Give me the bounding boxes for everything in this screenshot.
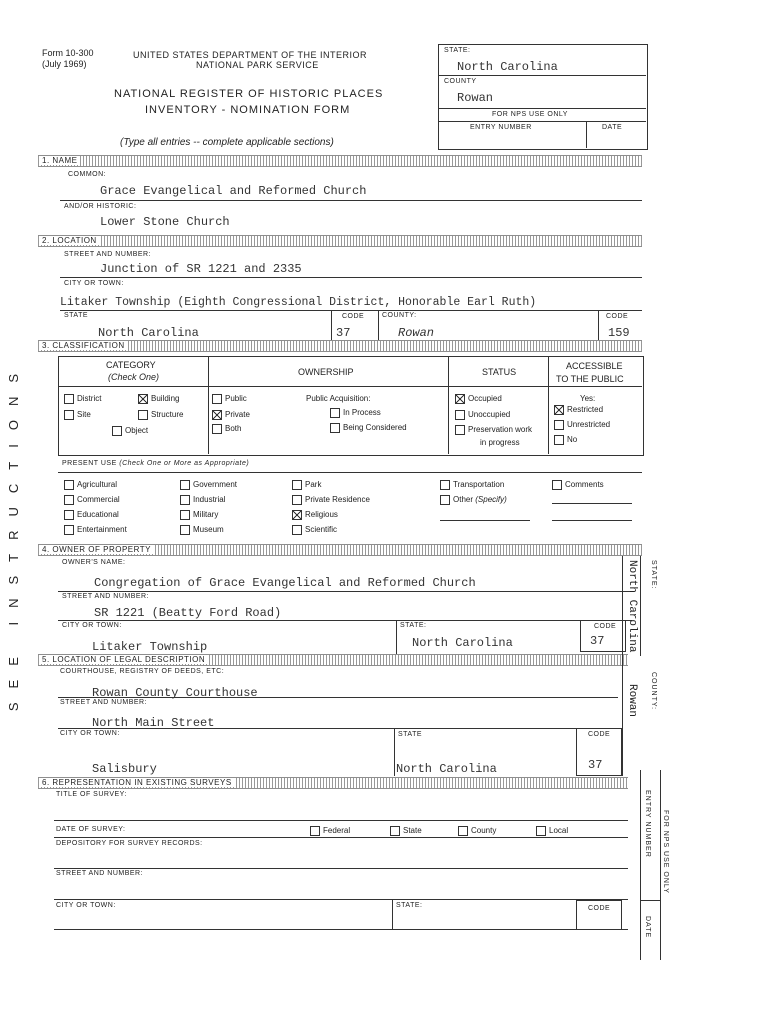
county-label-2: COUNTY:: [382, 312, 417, 319]
survey-code-label: CODE: [588, 905, 611, 912]
use-comments[interactable]: Comments: [552, 480, 604, 490]
checkbox[interactable]: [554, 435, 564, 445]
agency-line-2: NATIONAL PARK SERVICE: [196, 60, 319, 70]
use-entertainment[interactable]: Entertainment: [64, 525, 127, 535]
legal-state-value: North Carolina: [396, 762, 497, 776]
checkbox[interactable]: [455, 410, 465, 420]
form-number: Form 10-300: [42, 48, 94, 58]
checkbox[interactable]: [292, 495, 302, 505]
state-code-value: 37: [336, 326, 351, 340]
checkbox[interactable]: [112, 426, 122, 436]
checkbox[interactable]: [180, 480, 190, 490]
instructions: (Type all entries -- complete applicable sections): [120, 137, 334, 148]
public-acquisition-label: Public Acquisition:: [306, 394, 371, 403]
owner-name-value: Congregation of Grace Evangelical and Reformed Church: [94, 576, 476, 590]
owner-code-label: CODE: [594, 623, 617, 630]
section-1-title: 1. NAME: [42, 156, 78, 165]
checkbox[interactable]: [64, 480, 74, 490]
see-instructions-side-text: SEE INSTRUCTIONS: [6, 360, 21, 712]
county-value-2: Rowan: [398, 326, 435, 340]
use-industrial[interactable]: Industrial: [180, 495, 225, 505]
category-sub: (Check One): [108, 372, 160, 382]
use-other[interactable]: Other (Specify): [440, 495, 507, 505]
category-structure[interactable]: Structure: [138, 410, 183, 420]
legal-city-label: CITY OR TOWN:: [60, 730, 120, 737]
survey-county[interactable]: County: [458, 826, 496, 836]
checkbox[interactable]: [455, 425, 465, 435]
checkbox[interactable]: [536, 826, 546, 836]
checkbox[interactable]: [64, 510, 74, 520]
checkbox-checked[interactable]: [455, 394, 465, 404]
use-museum[interactable]: Museum: [180, 525, 224, 535]
section-3-title: 3. CLASSIFICATION: [42, 341, 125, 350]
street-label: STREET AND NUMBER:: [64, 251, 152, 258]
section-6-title: 6. REPRESENTATION IN EXISTING SURVEYS: [42, 778, 232, 787]
checkbox[interactable]: [138, 410, 148, 420]
use-government[interactable]: Government: [180, 480, 237, 490]
checkbox[interactable]: [552, 480, 562, 490]
county-code-value: 159: [608, 326, 630, 340]
checkbox-checked[interactable]: [138, 394, 148, 404]
margin-entry-number-label: ENTRY NUMBER: [644, 790, 651, 858]
state-value-2: North Carolina: [98, 326, 199, 340]
county-value: Rowan: [457, 91, 494, 105]
use-scientific[interactable]: Scientific: [292, 525, 337, 535]
historic-label: AND/OR HISTORIC:: [64, 203, 137, 210]
status-preservation[interactable]: Preservation work: [455, 425, 532, 435]
use-military[interactable]: Military: [180, 510, 218, 520]
city-value: Litaker Township (Eighth Congressional District, Honorable Earl Ruth): [60, 296, 537, 309]
ownership-public[interactable]: Public: [212, 394, 247, 404]
checkbox[interactable]: [180, 495, 190, 505]
depository-label: DEPOSITORY FOR SURVEY RECORDS:: [56, 840, 203, 847]
accessible-header-1: ACCESSIBLE: [566, 361, 623, 371]
form-title-line-1: NATIONAL REGISTER OF HISTORIC PLACES: [114, 88, 384, 100]
survey-date-label: DATE OF SURVEY:: [56, 826, 126, 833]
access-no[interactable]: No: [554, 435, 577, 445]
acquisition-in-process[interactable]: In Process: [330, 408, 381, 418]
accessible-header-2: TO THE PUBLIC: [556, 374, 624, 384]
access-yes-label: Yes:: [580, 394, 596, 403]
owner-name-label: OWNER'S NAME:: [62, 559, 126, 566]
checkbox[interactable]: [310, 826, 320, 836]
owner-city-label: CITY OR TOWN:: [62, 622, 122, 629]
margin-state-value: North Carolina: [626, 560, 638, 653]
historic-name-value: Lower Stone Church: [100, 215, 230, 229]
use-commercial[interactable]: Commercial: [64, 495, 120, 505]
state-value: North Carolina: [457, 60, 558, 74]
state-label: STATE:: [444, 47, 471, 54]
checkbox[interactable]: [64, 495, 74, 505]
checkbox[interactable]: [64, 410, 74, 420]
owner-state-value: North Carolina: [412, 636, 513, 650]
checkbox-checked[interactable]: [212, 410, 222, 420]
section-1-band: [38, 155, 642, 167]
ownership-header: OWNERSHIP: [298, 367, 354, 377]
county-label: COUNTY: [444, 78, 477, 85]
section-4-title: 4. OWNER OF PROPERTY: [42, 545, 151, 554]
ownership-both[interactable]: Both: [212, 424, 241, 434]
survey-state[interactable]: State: [390, 826, 422, 836]
state-code-label: CODE: [342, 313, 365, 320]
owner-code-value: 37: [590, 634, 605, 648]
checkbox[interactable]: [292, 525, 302, 535]
status-header: STATUS: [482, 367, 517, 377]
access-restricted[interactable]: Restricted: [554, 405, 603, 415]
owner-state-label: STATE:: [400, 622, 427, 629]
use-transportation[interactable]: Transportation: [440, 480, 504, 490]
checkbox[interactable]: [440, 495, 450, 505]
checkbox-checked[interactable]: [292, 510, 302, 520]
category-object[interactable]: Object: [112, 426, 148, 436]
checkbox[interactable]: [440, 480, 450, 490]
agency-line-1: UNITED STATES DEPARTMENT OF THE INTERIOR: [133, 50, 368, 60]
access-unrestricted[interactable]: Unrestricted: [554, 420, 610, 430]
margin-county-label: COUNTY:: [650, 672, 657, 711]
courthouse-label: COURTHOUSE, REGISTRY OF DEEDS, ETC:: [60, 668, 225, 675]
section-5-title: 5. LOCATION OF LEGAL DESCRIPTION: [42, 655, 206, 664]
courthouse-value: Rowan County Courthouse: [92, 686, 258, 700]
checkbox[interactable]: [64, 525, 74, 535]
owner-city-value: Litaker Township: [92, 640, 208, 654]
survey-state-label: STATE:: [396, 902, 423, 909]
checkbox[interactable]: [64, 394, 74, 404]
use-educational[interactable]: Educational: [64, 510, 119, 520]
city-label: CITY OR TOWN:: [64, 280, 124, 287]
checkbox[interactable]: [292, 480, 302, 490]
checkbox-checked[interactable]: [554, 405, 564, 415]
category-header: CATEGORY: [106, 360, 156, 370]
status-in-progress: in progress: [480, 438, 520, 447]
nps-use-only-label: FOR NPS USE ONLY: [492, 111, 568, 118]
ownership-private[interactable]: Private: [212, 410, 250, 420]
legal-street-label: STREET AND NUMBER:: [60, 699, 148, 706]
margin-date-label: DATE: [644, 916, 651, 939]
margin-state-label: STATE:: [650, 560, 657, 590]
legal-code-label: CODE: [588, 731, 611, 738]
section-2-band: [38, 235, 642, 247]
legal-code-value: 37: [588, 758, 603, 772]
owner-street-label: STREET AND NUMBER:: [62, 593, 150, 600]
street-value: Junction of SR 1221 and 2335: [100, 262, 302, 276]
category-building[interactable]: Building: [138, 394, 179, 404]
checkbox[interactable]: [554, 420, 564, 430]
survey-title-label: TITLE OF SURVEY:: [56, 791, 127, 798]
legal-street-value: North Main Street: [92, 716, 215, 730]
form-date: (July 1969): [42, 59, 87, 69]
owner-street-value: SR 1221 (Beatty Ford Road): [94, 606, 282, 620]
checkbox[interactable]: [330, 408, 340, 418]
form-title-line-2: INVENTORY - NOMINATION FORM: [145, 104, 351, 116]
common-name-value: Grace Evangelical and Reformed Church: [100, 184, 367, 198]
legal-state-label: STATE: [398, 731, 423, 738]
survey-street-label: STREET AND NUMBER:: [56, 870, 144, 877]
use-park[interactable]: Park: [292, 480, 321, 490]
present-use-label: PRESENT USE (Check One or More as Appropriate): [62, 460, 250, 467]
checkbox[interactable]: [212, 424, 222, 434]
section-2-title: 2. LOCATION: [42, 236, 97, 245]
county-code-label: CODE: [606, 313, 629, 320]
section-3-band: [38, 340, 642, 352]
survey-city-label: CITY OR TOWN:: [56, 902, 116, 909]
checkbox[interactable]: [212, 394, 222, 404]
survey-federal[interactable]: Federal: [310, 826, 350, 836]
use-religious[interactable]: Religious: [292, 510, 338, 520]
use-agricultural[interactable]: Agricultural: [64, 480, 117, 490]
state-label-2: STATE: [64, 312, 89, 319]
margin-nps-use-only-label: FOR NPS USE ONLY: [662, 810, 669, 894]
use-private-residence[interactable]: Private Residence: [292, 495, 370, 505]
common-label: COMMON:: [68, 171, 107, 178]
status-occupied[interactable]: Occupied: [455, 394, 502, 404]
checkbox[interactable]: [390, 826, 400, 836]
checkbox[interactable]: [458, 826, 468, 836]
status-unoccupied[interactable]: Unoccupied: [455, 410, 510, 420]
checkbox[interactable]: [180, 525, 190, 535]
legal-city-value: Salisbury: [92, 762, 157, 776]
checkbox[interactable]: [180, 510, 190, 520]
category-district[interactable]: District: [64, 394, 101, 404]
checkbox[interactable]: [330, 423, 340, 433]
acquisition-being-considered[interactable]: Being Considered: [330, 423, 407, 433]
date-label: DATE: [602, 124, 623, 131]
category-site[interactable]: Site: [64, 410, 91, 420]
survey-local[interactable]: Local: [536, 826, 568, 836]
margin-county-value: Rowan: [626, 684, 638, 718]
entry-number-label: ENTRY NUMBER: [470, 124, 532, 131]
